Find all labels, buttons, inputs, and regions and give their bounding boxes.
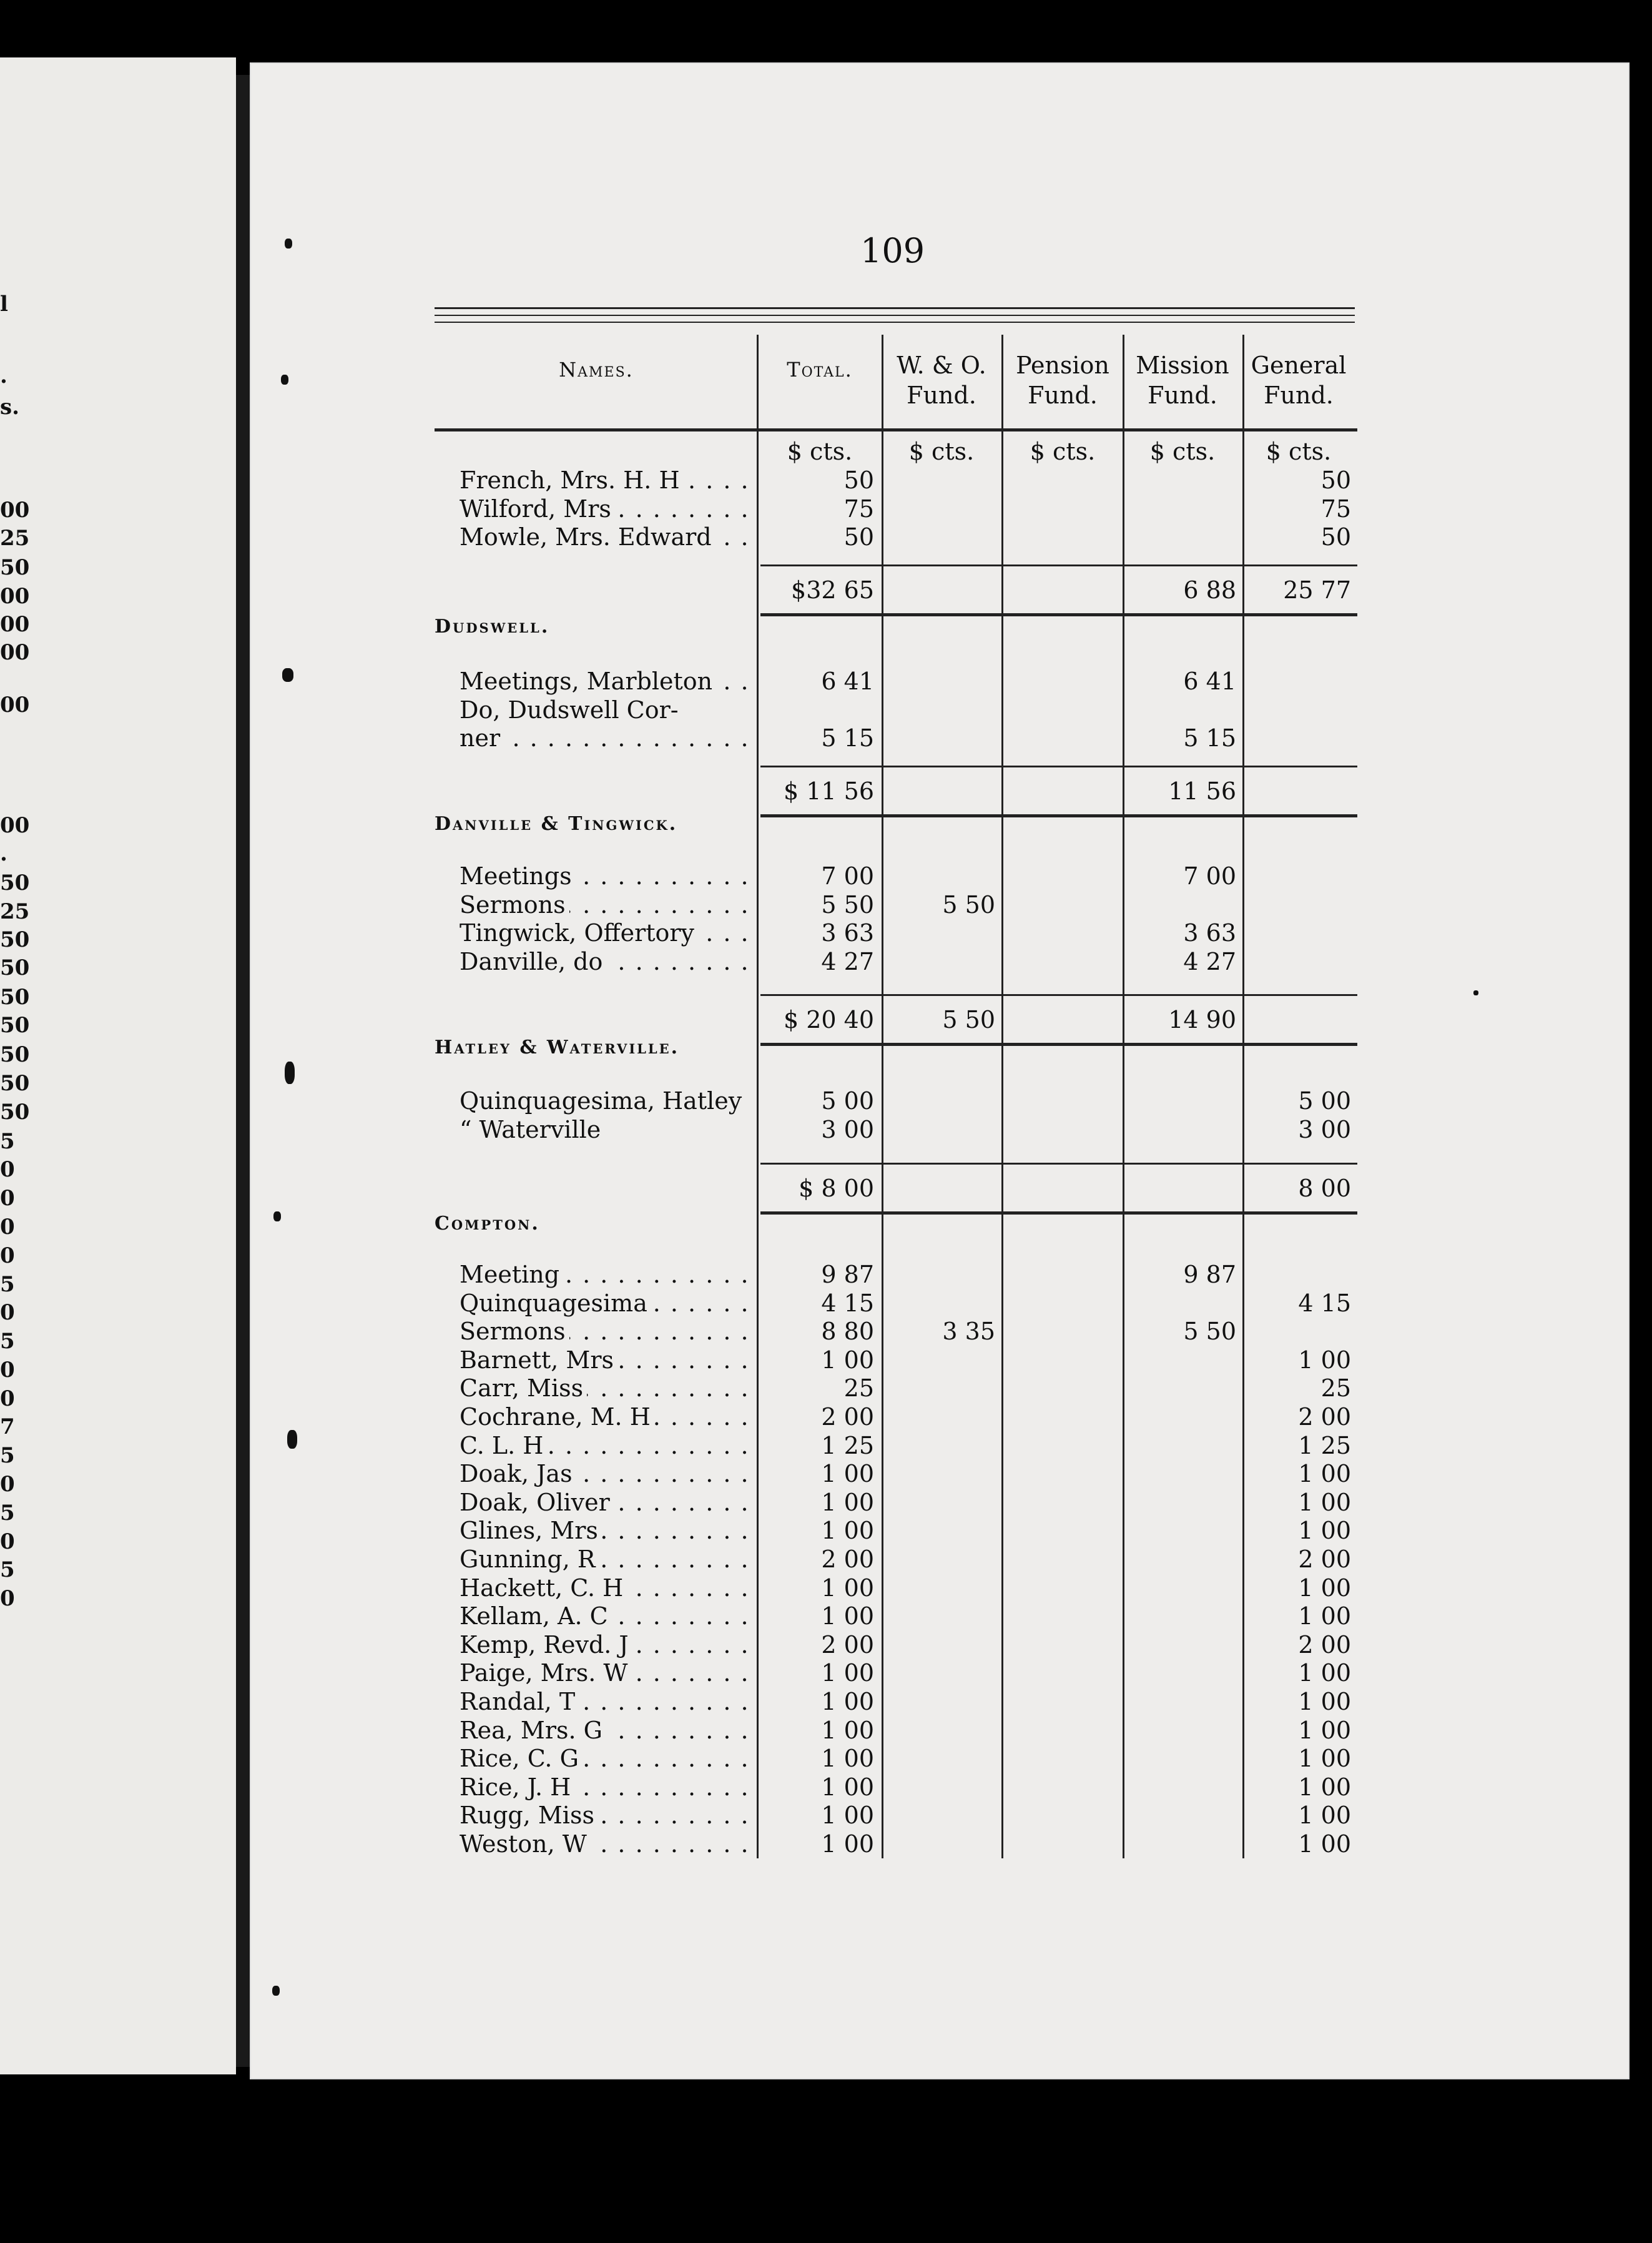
cell-general: 3 00 [1298, 1115, 1351, 1143]
row-name [460, 1574, 758, 1602]
row-name-text: Meetings [460, 862, 576, 890]
row-name [460, 523, 758, 551]
section-title: Hatley & Waterville. [435, 1037, 680, 1058]
table-row [460, 724, 1356, 752]
cell-general: 5 00 [1298, 1087, 1351, 1115]
subtotal-wo: 5 50 [942, 1006, 995, 1033]
table-row [460, 1317, 1356, 1346]
table-row [460, 1402, 1356, 1431]
subtotal-rule-top [760, 766, 1357, 767]
cell-general: 50 [1320, 523, 1351, 551]
cell-total: 2 00 [821, 1403, 874, 1431]
subtotal-rule-bottom [760, 613, 1357, 616]
row-name [460, 1830, 758, 1858]
cell-general: 1 00 [1298, 1659, 1351, 1687]
cell-general: 1 00 [1298, 1802, 1351, 1830]
punch-mark [285, 1062, 295, 1084]
margin-fragment: 50 [0, 870, 30, 895]
cell-general: 1 00 [1298, 1346, 1351, 1374]
row-name [460, 1317, 758, 1346]
margin-fragment: 5 [0, 1443, 15, 1468]
margin-fragment: s. [0, 395, 19, 420]
margin-fragment: 25 [0, 899, 30, 924]
row-name-text: “ Waterville [460, 1116, 604, 1143]
row-name-text: French, Mrs. H. H [460, 466, 684, 494]
header-mission-fund [1123, 351, 1242, 410]
cell-general: 1 00 [1298, 1745, 1351, 1773]
subtotal-total: $ 8 00 [799, 1175, 874, 1202]
units-mission: $ cts. [1149, 438, 1216, 465]
subtotal-rule-bottom [760, 1043, 1357, 1046]
cell-general: 1 00 [1298, 1460, 1351, 1488]
margin-fragment: 7 [0, 1414, 15, 1439]
row-name [460, 862, 758, 890]
row-name-text: Meetings, Marbleton [460, 668, 716, 695]
cell-mission: 7 00 [1183, 862, 1236, 890]
margin-fragment: 0 [0, 1215, 15, 1240]
cell-general: 1 25 [1298, 1431, 1351, 1459]
subtotal-general: 25 77 [1283, 576, 1351, 604]
row-name-text: Mowle, Mrs. Edward [460, 523, 715, 551]
cell-total: 8 80 [821, 1318, 874, 1346]
subtotal-total: $ 20 40 [783, 1006, 874, 1033]
margin-fragment: 50 [0, 1013, 30, 1038]
row-name [460, 1402, 758, 1431]
cell-total: 1 00 [821, 1802, 874, 1830]
cell-mission: 6 41 [1183, 668, 1236, 695]
header-pension-fund [1003, 351, 1123, 410]
cell-total: 2 00 [821, 1630, 874, 1659]
header-general-line1: General [1251, 352, 1347, 379]
cell-total: 3 63 [821, 919, 874, 947]
margin-fragment: 5 [0, 1501, 15, 1526]
margin-fragment: . [0, 841, 7, 866]
subtotal-mission: 6 88 [1183, 576, 1236, 604]
subtotal-general: 8 00 [1298, 1175, 1351, 1202]
margin-fragment: 5 [0, 1329, 15, 1354]
margin-fragment: 0 [0, 1386, 15, 1411]
row-name-text: Cochrane, M. H [460, 1403, 654, 1431]
row-name-text: Kellam, A. C [460, 1602, 612, 1630]
row-name-text: Wilford, Mrs [460, 495, 615, 523]
row-name-text: Quinquagesima, Hatley [460, 1087, 745, 1115]
table-row [460, 1602, 1356, 1630]
table-row [460, 1374, 1356, 1402]
margin-fragment: 0 [0, 1157, 15, 1182]
row-name [460, 1801, 758, 1830]
header-wo-fund [882, 351, 1001, 410]
punch-mark [273, 1211, 281, 1221]
cell-total: 1 00 [821, 1830, 874, 1858]
table-row [460, 1115, 1356, 1144]
row-name [460, 947, 758, 976]
cell-general: 50 [1320, 466, 1351, 494]
row-name [460, 919, 758, 947]
margin-fragment: 00 [0, 584, 30, 609]
table-row [460, 1773, 1356, 1802]
margin-fragment: . [0, 363, 7, 388]
table-row [460, 1630, 1356, 1659]
cell-general: 4 15 [1298, 1289, 1351, 1317]
subtotal-total: $ 11 56 [783, 777, 874, 805]
margin-fragment: 00 [0, 498, 30, 523]
cell-total: 1 00 [821, 1659, 874, 1687]
row-name-text: Rugg, Miss [460, 1802, 598, 1829]
row-name-text: Tingwick, Offertory [460, 919, 698, 947]
page-number: 109 [860, 231, 925, 270]
row-name [460, 1374, 758, 1402]
table-row [460, 919, 1356, 947]
top-rule [435, 307, 1355, 309]
header-general-line2: Fund. [1264, 381, 1334, 409]
cell-mission: 3 63 [1183, 919, 1236, 947]
margin-fragment: 0 [0, 1186, 15, 1211]
punch-mark [282, 668, 293, 682]
cell-total: 4 15 [821, 1289, 874, 1317]
cell-general: 2 00 [1298, 1403, 1351, 1431]
margin-fragment: 0 [0, 1586, 15, 1611]
cell-general: 1 00 [1298, 1602, 1351, 1630]
table-row [460, 1260, 1356, 1289]
row-name-text: Rea, Mrs. G [460, 1717, 606, 1744]
cell-total: 50 [843, 466, 874, 494]
margin-fragment: 50 [0, 1100, 30, 1125]
margin-fragment: 5 [0, 1272, 15, 1297]
row-name-text: Sermons [460, 891, 569, 919]
cell-general: 2 00 [1298, 1545, 1351, 1573]
cell-total: 3 00 [821, 1115, 874, 1143]
margin-fragment: 50 [0, 1071, 30, 1096]
row-name [460, 1659, 758, 1687]
margin-fragment: 00 [0, 813, 30, 838]
cell-total: 1 25 [821, 1431, 874, 1459]
row-name-text: Randal, T [460, 1688, 579, 1715]
table-row [460, 696, 1356, 724]
margin-fragment: 50 [0, 955, 30, 980]
table-row [460, 1574, 1356, 1602]
cell-total: 1 00 [821, 1773, 874, 1801]
cell-total: 5 15 [821, 724, 874, 752]
section-title: Danville & Tingwick. [435, 813, 678, 835]
row-name-text: Doak, Oliver [460, 1489, 614, 1516]
row-name-text: Glines, Mrs [460, 1517, 602, 1544]
margin-fragment: 5 [0, 1129, 15, 1154]
row-name [460, 1516, 758, 1545]
row-name [460, 1744, 758, 1773]
subtotal-rule-top [760, 1163, 1357, 1165]
header-general-fund [1242, 351, 1355, 410]
table-row [460, 1744, 1356, 1773]
header-names: Names. [559, 358, 634, 382]
cell-total: 2 00 [821, 1545, 874, 1573]
header-total: Total. [787, 358, 853, 382]
row-name-text: Do, Dudswell Cor- [460, 696, 682, 724]
margin-fragment: 00 [0, 640, 30, 665]
header-bottom-rule [435, 428, 1357, 431]
row-name-text: Carr, Miss [460, 1374, 587, 1402]
row-name [460, 1346, 758, 1374]
row-name [460, 1115, 758, 1144]
units-total: $ cts. [787, 438, 853, 465]
table-row [460, 1459, 1356, 1488]
margin-fragment: 0 [0, 1529, 15, 1554]
margin-fragment: 50 [0, 985, 30, 1010]
table-row [460, 495, 1356, 523]
subtotal-row [460, 777, 1356, 806]
margin-fragment: 00 [0, 612, 30, 637]
margin-fragment: 50 [0, 927, 30, 952]
table-row [460, 1488, 1356, 1517]
row-name-text: Rice, C. G [460, 1745, 583, 1772]
cell-wo: 3 35 [942, 1318, 995, 1346]
cell-total: 75 [843, 495, 874, 523]
cell-total: 1 00 [821, 1517, 874, 1545]
units-wo: $ cts. [908, 438, 975, 465]
row-name-text: Sermons [460, 1318, 569, 1345]
table-row [460, 466, 1356, 495]
table-row [460, 1716, 1356, 1745]
cell-total: 6 41 [821, 668, 874, 695]
table-row [460, 1289, 1356, 1318]
section-title: Compton. [435, 1213, 540, 1235]
subtotal-rule-bottom [760, 1211, 1357, 1215]
cell-mission: 5 50 [1183, 1318, 1236, 1346]
table-row [460, 890, 1356, 919]
cell-total: 25 [843, 1374, 874, 1402]
header-pension-line2: Fund. [1028, 381, 1098, 409]
row-name [460, 724, 758, 752]
row-name [460, 890, 758, 919]
units-pension: $ cts. [1030, 438, 1096, 465]
subtotal-row [460, 1005, 1356, 1034]
margin-fragment: 0 [0, 1300, 15, 1325]
row-name [460, 1260, 758, 1289]
row-name [460, 1459, 758, 1488]
cell-total: 1 00 [821, 1602, 874, 1630]
row-name-text: Doak, Jas [460, 1460, 576, 1487]
row-name-text: Kemp, Revd. J [460, 1631, 632, 1659]
row-name-text: Gunning, R [460, 1545, 599, 1573]
row-name [460, 1630, 758, 1659]
cell-total: 1 00 [821, 1346, 874, 1374]
row-name-text: Barnett, Mrs [460, 1346, 617, 1374]
cell-general: 1 00 [1298, 1574, 1351, 1602]
table-row [460, 1687, 1356, 1716]
cell-total: 50 [843, 523, 874, 551]
units-general: $ cts. [1266, 438, 1332, 465]
row-name [460, 1687, 758, 1716]
table-row [460, 1346, 1356, 1374]
row-name-text: Quinquagesima [460, 1289, 651, 1317]
subtotal-rule-top [760, 564, 1357, 566]
cell-mission: 9 87 [1183, 1261, 1236, 1288]
margin-fragment: 5 [0, 1557, 15, 1582]
table-row [460, 862, 1356, 890]
row-name-text: Hackett, C. H [460, 1574, 627, 1602]
row-name [460, 1087, 758, 1115]
cell-total: 9 87 [821, 1261, 874, 1288]
punch-mark [287, 1430, 297, 1449]
cell-mission: 4 27 [1183, 947, 1236, 975]
row-name-text: C. L. H [460, 1432, 547, 1459]
cell-general: 2 00 [1298, 1630, 1351, 1659]
header-wo-line2: Fund. [907, 381, 976, 409]
margin-fragment: 50 [0, 555, 30, 580]
cell-general: 75 [1320, 495, 1351, 523]
cell-total: 5 50 [821, 890, 874, 919]
punch-mark [281, 375, 288, 385]
facing-page-fragment [0, 57, 236, 2074]
subtotal-mission: 14 90 [1168, 1006, 1236, 1033]
top-rule-3 [435, 322, 1355, 323]
row-name-text: Weston, W [460, 1830, 591, 1858]
row-name [460, 495, 758, 523]
cell-general: 1 00 [1298, 1517, 1351, 1545]
punch-mark [272, 1986, 280, 1996]
cell-general: 25 [1320, 1374, 1351, 1402]
row-name [460, 1602, 758, 1630]
row-name-text: ner [460, 724, 504, 752]
margin-fragment: 0 [0, 1243, 15, 1268]
table-row [460, 1087, 1356, 1115]
margin-fragment: 50 [0, 1042, 30, 1067]
cell-total: 7 00 [821, 862, 874, 890]
margin-fragment: 0 [0, 1472, 15, 1497]
cell-general: 1 00 [1298, 1488, 1351, 1516]
table-row [460, 1659, 1356, 1687]
cell-total: 1 00 [821, 1688, 874, 1715]
row-name [460, 1289, 758, 1318]
table-row [460, 1516, 1356, 1545]
subtotal-row [460, 576, 1356, 604]
cell-total: 4 27 [821, 947, 874, 975]
punch-mark [285, 239, 292, 249]
table-row [460, 1545, 1356, 1574]
subtotal-mission: 11 56 [1168, 777, 1236, 805]
table-row [460, 1431, 1356, 1460]
subtotal-row [460, 1174, 1356, 1203]
row-name [460, 466, 758, 495]
margin-fragment: 0 [0, 1358, 15, 1383]
cell-general: 1 00 [1298, 1716, 1351, 1744]
cell-total: 5 00 [821, 1087, 874, 1115]
table-row [460, 1830, 1356, 1858]
cell-total: 1 00 [821, 1488, 874, 1516]
row-name [460, 696, 758, 724]
row-name [460, 1488, 758, 1517]
cell-total: 1 00 [821, 1745, 874, 1773]
row-name-text: Danville, do [460, 948, 606, 975]
table-row [460, 667, 1356, 696]
cell-general: 1 00 [1298, 1773, 1351, 1801]
top-rule-2 [435, 315, 1355, 316]
table-row [460, 1801, 1356, 1830]
row-name [460, 1773, 758, 1802]
cell-total: 1 00 [821, 1460, 874, 1488]
subtotal-total: $32 65 [791, 576, 874, 604]
header-pension-line1: Pension [1016, 352, 1109, 379]
cell-wo: 5 50 [942, 890, 995, 919]
subtotal-rule-bottom [760, 814, 1357, 817]
cell-total: 1 00 [821, 1716, 874, 1744]
row-name-text: Rice, J. H [460, 1773, 574, 1801]
cell-total: 1 00 [821, 1574, 874, 1602]
header-mission-line1: Mission [1136, 352, 1229, 379]
stray-mark [1473, 990, 1478, 995]
row-name [460, 667, 758, 696]
cell-general: 1 00 [1298, 1830, 1351, 1858]
margin-fragment: 25 [0, 526, 30, 551]
margin-fragment: 00 [0, 693, 30, 717]
header-mission-line2: Fund. [1148, 381, 1217, 409]
row-name [460, 1716, 758, 1745]
header-wo-line1: W. & O. [897, 352, 986, 379]
table-row [460, 947, 1356, 976]
margin-fragment: l [0, 292, 8, 317]
table-row [460, 523, 1356, 551]
section-title: Dudswell. [435, 616, 550, 638]
row-name [460, 1545, 758, 1574]
cell-mission: 5 15 [1183, 724, 1236, 752]
row-name [460, 1431, 758, 1460]
cell-general: 1 00 [1298, 1688, 1351, 1715]
row-name-text: Paige, Mrs. W [460, 1659, 631, 1687]
row-name-text: Meeting [460, 1261, 563, 1288]
subtotal-rule-top [760, 994, 1357, 996]
